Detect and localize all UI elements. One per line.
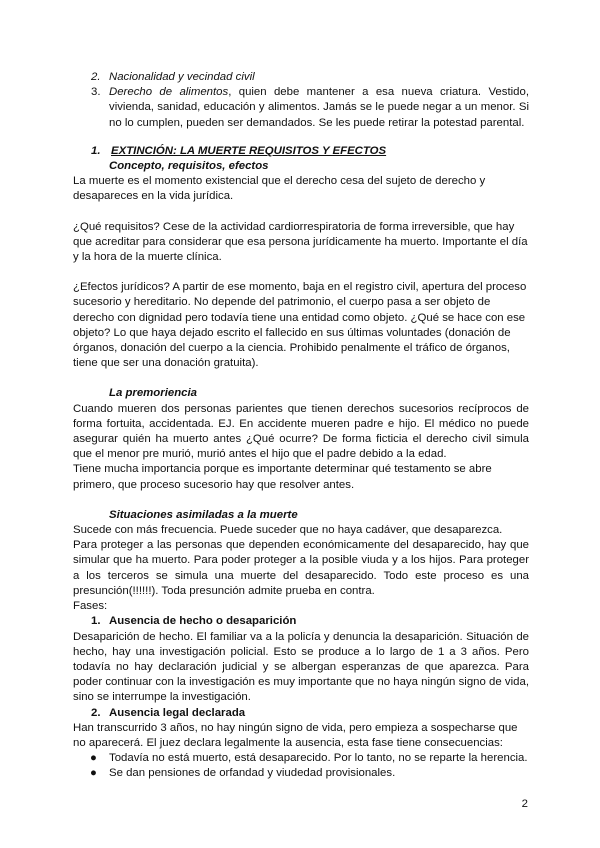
bullet-icon: ● bbox=[90, 752, 97, 765]
section-heading bbox=[73, 144, 529, 159]
bullet-icon: ● bbox=[90, 767, 97, 780]
fase-number: 2. bbox=[91, 706, 101, 719]
subheading-situaciones: Situaciones asimiladas a la muerte bbox=[109, 508, 298, 521]
fase-number: 1. bbox=[91, 615, 101, 628]
fases-label: Fases: bbox=[73, 600, 108, 613]
page-number: 2 bbox=[521, 798, 528, 810]
bullet-text: Se dan pensiones de orfandad y viudedad provisionales. bbox=[109, 767, 396, 780]
page-content bbox=[73, 70, 529, 782]
paragraph-frecuencia: Sucede con más frecuencia. Puede suceder que no haya cadáver, que desaparezca. bbox=[73, 524, 503, 537]
list-text: Nacionalidad y vecindad civil bbox=[109, 71, 255, 83]
paragraph-fase2: Han transcurrido 3 años, no hay ningún signo de vida, pero empieza a sospecharse que no aparecerá. El juez declara legalmente la ausencia, esta fase tiene consecuencias: bbox=[73, 721, 518, 749]
list-item-nacionalidad bbox=[73, 70, 529, 85]
fase-title: Ausencia de hecho o desaparición bbox=[109, 615, 297, 628]
paragraph-muerte: La muerte es el momento existencial que el derecho cesa del sujeto de derecho y desapareces en la vida jurídica. bbox=[73, 175, 486, 203]
section-title: EXTINCIÓN: LA MUERTE REQUISITOS Y EFECTOS bbox=[111, 144, 387, 157]
fase-heading-2 bbox=[73, 706, 529, 721]
bullet-item bbox=[73, 751, 529, 766]
paragraph-proteger: Para proteger a las personas que dependen económicamente del desaparecido, hay que simular que ha muerto. Para poder proteger a la posible viuda y a los hijos. Para proteger a los terceros se simula una muerte del desaparecido. Todo este proceso es una presunción(!!!!!!). Toda presunción admite prueba en contra. bbox=[73, 539, 529, 597]
list-number: 3. bbox=[91, 86, 101, 99]
paragraph-efectos: ¿Efectos jurídicos? A partir de ese momento, baja en el registro civil, apertura del proceso sucesorio y hereditario. No depende del patrimonio, el cuerpo pasa a ser objeto de derecho con dignidad pero todavía tiene una entidad como objeto. ¿Qué se hace con ese objeto? Lo que haya dejado escrito el fallecido en sus últimas voluntades (donación de órganos, donación del cuerpo a la ciencia. Prohibido penalmente el tráfico de órganos, tiene que ser una donación gratuita). bbox=[73, 281, 527, 370]
paragraph-requisitos: ¿Qué requisitos? Cese de la actividad cardiorrespiratoria de forma irreversible, que hay que acreditar para considerar que esa persona jurídicamente ha muerto. Importante el día y la hora de la muerte clínica. bbox=[73, 220, 528, 264]
fase-title: Ausencia legal declarada bbox=[109, 706, 246, 719]
list-number: 2. bbox=[91, 71, 101, 83]
subheading-premoriencia: La premoriencia bbox=[109, 387, 197, 400]
list-item-alimentos bbox=[73, 85, 529, 131]
paragraph-premoriencia: Cuando mueren dos personas parientes que tienen derechos sucesorios recíprocos de forma fortuita, accidentada. EJ. En accidente mueren padre e hijo. El médico no puede asegurar quién ha muerto antes ¿Qué ocurre? De forma ficticia el derecho civil simula que el menor pre murió, murió antes el hijo que el padre debido a la edad. bbox=[73, 402, 529, 461]
list-text: , quien debe mantener a esa nueva criatura. Vestido, vivienda, sanidad, educación y alimentos. Jamás se le puede negar a un menor. Si no lo cumplen, pueden ser demandados. Se les puede retirar la potestad parental. bbox=[109, 86, 529, 129]
bullet-item bbox=[73, 766, 529, 781]
list-lead: Derecho de alimentos bbox=[109, 86, 229, 99]
subheading-concepto: Concepto, requisitos, efectos bbox=[109, 160, 269, 173]
paragraph-importancia: Tiene mucha importancia porque es importante determinar qué testamento se abre primero, que proceso sucesorio hay que resolver antes. bbox=[73, 463, 492, 491]
paragraph-fase1: Desaparición de hecho. El familiar va a la policía y denuncia la desaparición. Situación de hecho, hay una investigación policial. Esto se produce a lo largo de 1 a 3 años. Pero todavía no hay declaración judicial y se albergan esperanzas de que aparezca. Para poder continuar con la investigación es muy importante que no haya ningún signo de vida, sino se interrumpe la investigación. bbox=[73, 630, 529, 704]
section-number: 1. bbox=[91, 144, 101, 157]
bullet-text: Todavía no está muerto, está desaparecido. Por lo tanto, no se reparte la herencia. bbox=[109, 752, 528, 765]
fase-heading-1 bbox=[73, 614, 529, 629]
